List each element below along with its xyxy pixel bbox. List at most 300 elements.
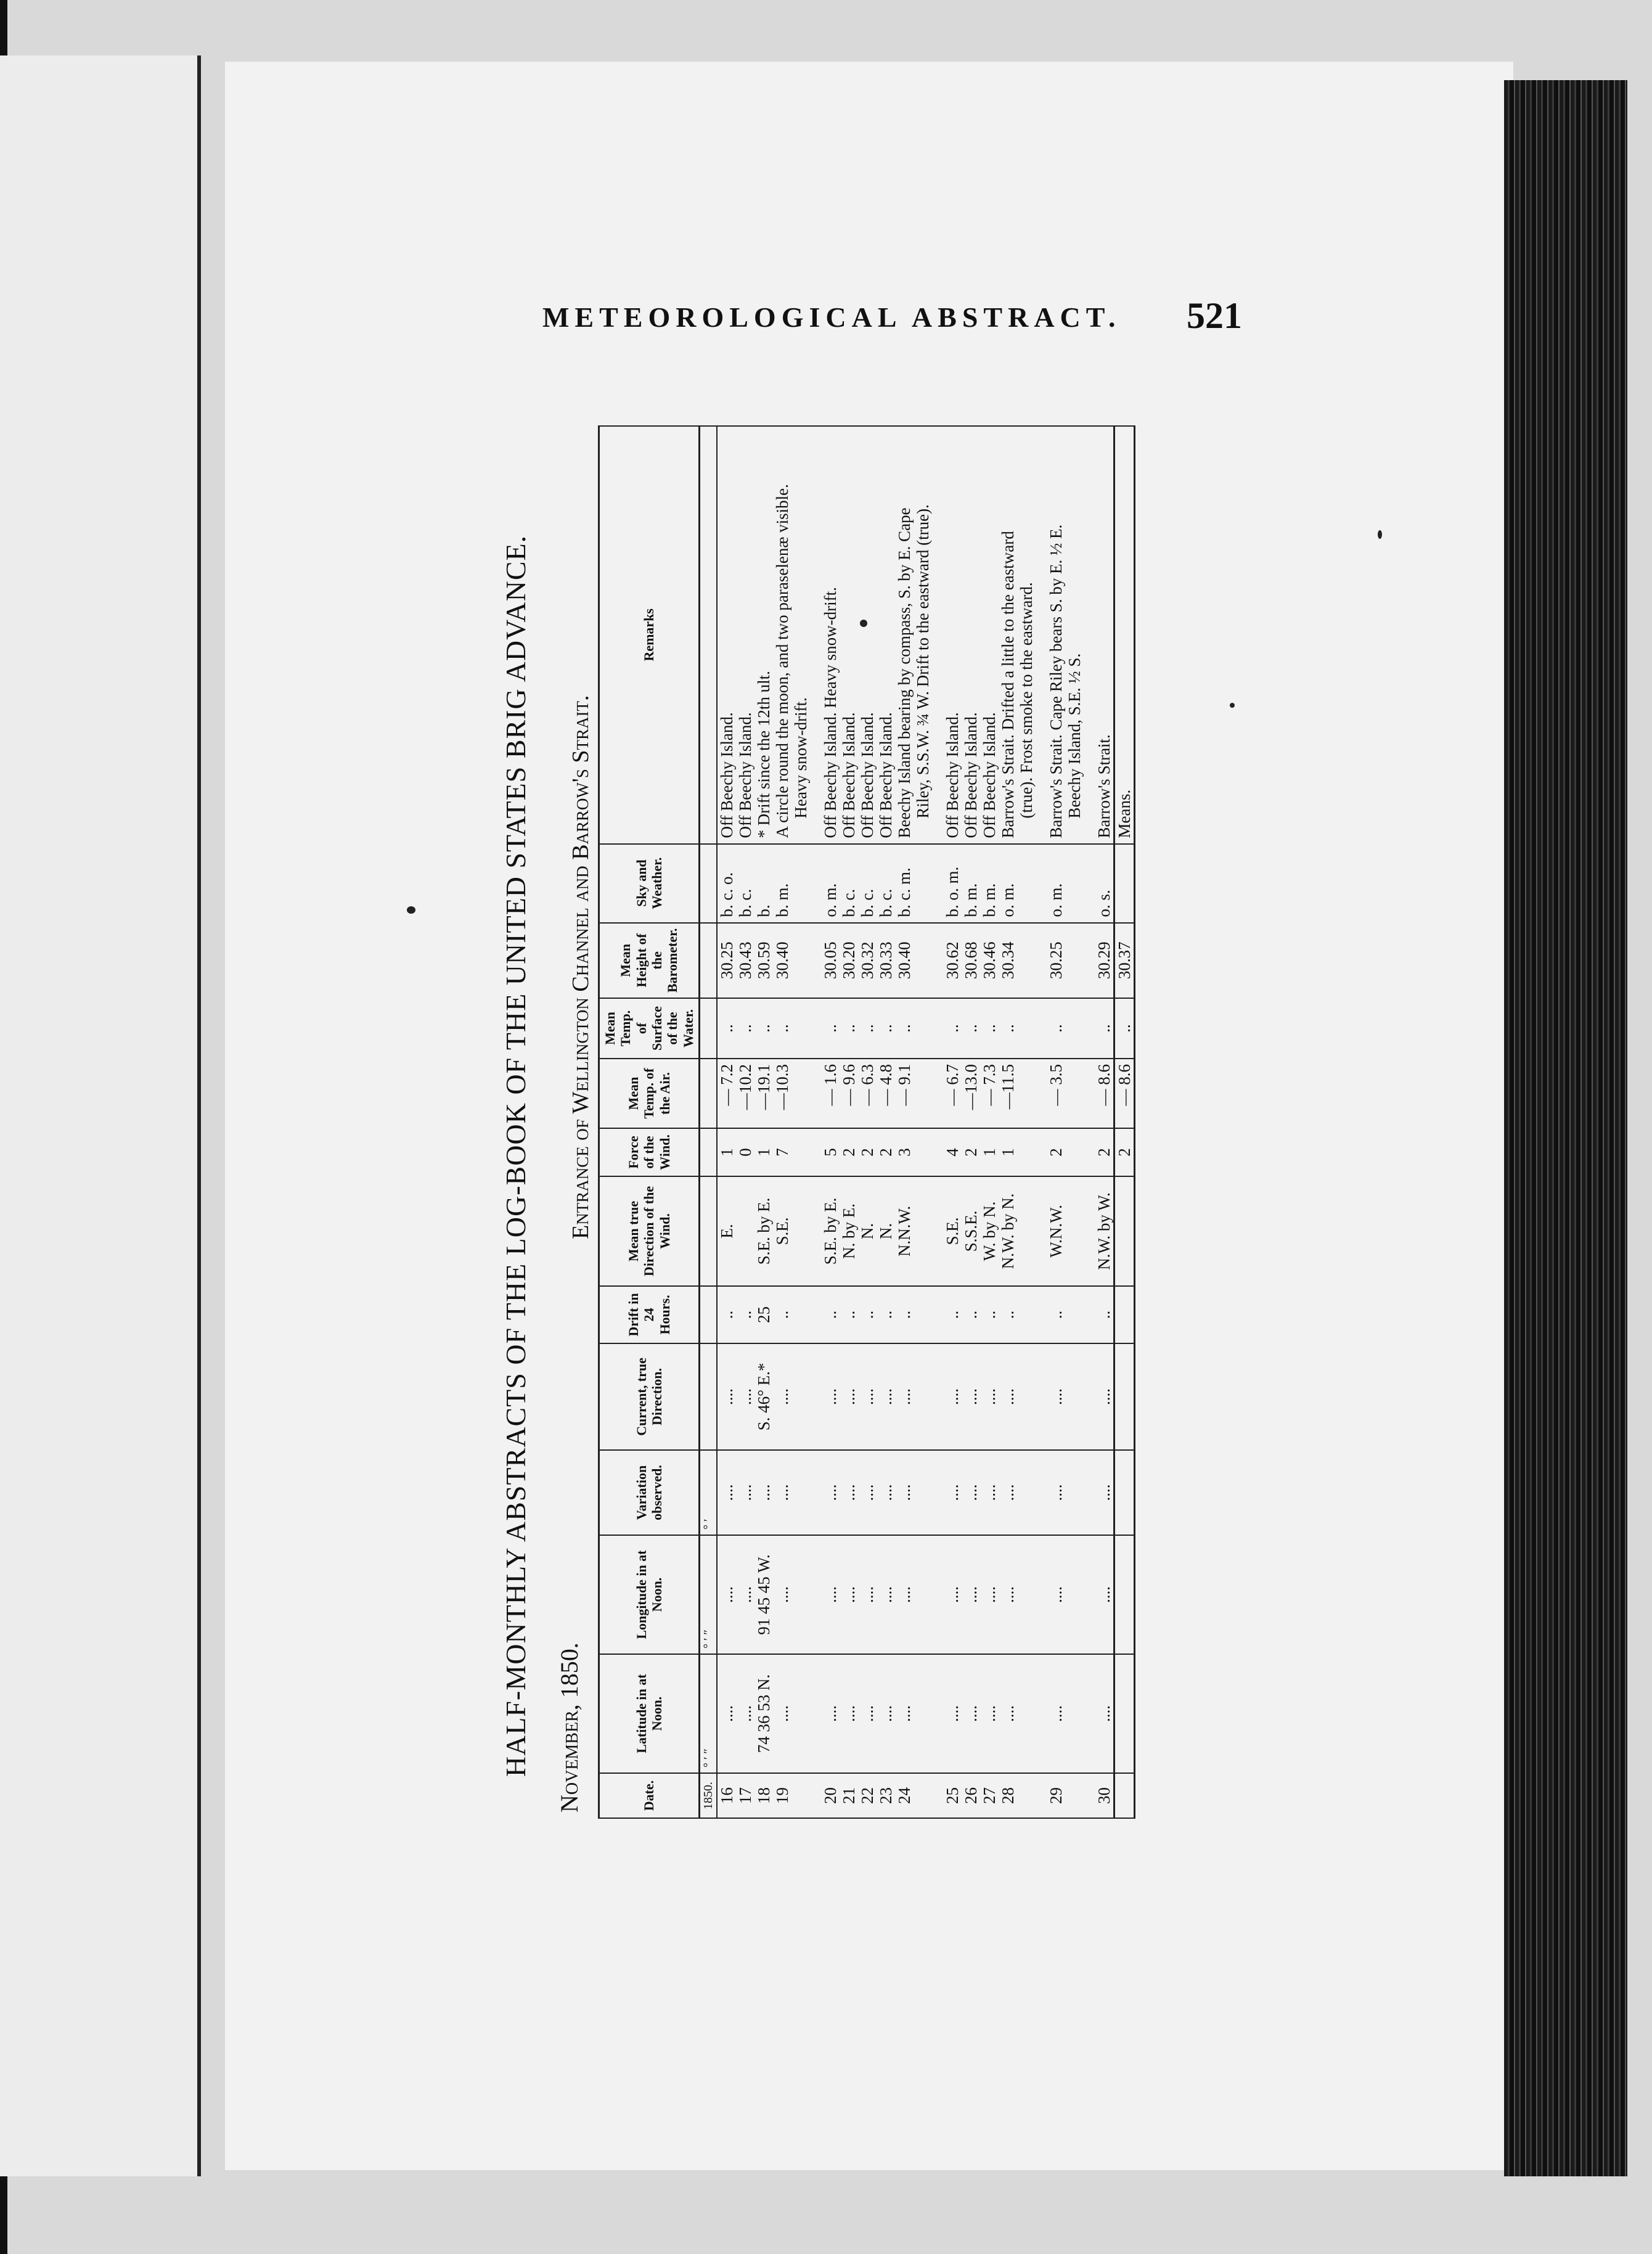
cell-water-temp: .. [717,998,736,1059]
col-drift: Drift in 24 Hours. [599,1286,700,1343]
cell-drift [914,1286,932,1343]
cell-remarks: Off Beechy Island. [877,426,895,844]
cell-sky [791,844,810,923]
cell-force: 3 [895,1128,914,1176]
cell-current: .... [1047,1343,1065,1450]
table-row [962,426,980,1818]
cell-longitude: .... [821,1535,840,1654]
cell-wind-direction [791,1176,810,1286]
cell-sky: b. c. o. [717,844,736,923]
cell-remarks: Off Beechy Island. [736,426,754,844]
cell-force [914,1128,932,1176]
cell-sky: b. o. m. [943,844,962,923]
cell-barometer: 30.68 [962,923,980,998]
cell-longitude: .... [773,1535,791,1654]
header-row [599,426,700,1818]
cell-current: .... [999,1343,1017,1450]
cell-remarks: Riley, S.S.W. ¾ W. Drift to the eastward (true). [914,426,932,844]
cell-variation: .... [877,1450,895,1535]
cell-longitude: .... [736,1535,754,1654]
row-spacer [1036,426,1047,1818]
cell-sky: b. c. [840,844,858,923]
cell-latitude: .... [980,1654,999,1773]
cell-longitude: .... [717,1535,736,1654]
cell-current: .... [773,1343,791,1450]
cell-barometer: 30.05 [821,923,840,998]
cell-sky: b. [754,844,773,923]
cell-sky: b. c. [877,844,895,923]
cell-barometer: 30.43 [736,923,754,998]
cell-barometer: 30.32 [858,923,877,998]
cell-drift [791,1286,810,1343]
cell-remarks: Barrow's Strait. [1095,426,1114,844]
col-air-temp: Mean Temp. of the Air. [599,1059,700,1128]
cell-wind-direction: N. [877,1176,895,1286]
cell-force: 1 [717,1128,736,1176]
table-row [840,426,858,1818]
cell-force: 5 [821,1128,840,1176]
cell-drift: .. [840,1286,858,1343]
cell-date: 22 [858,1773,877,1818]
cell-longitude: .... [999,1535,1017,1654]
cell-latitude: .... [840,1654,858,1773]
cell-drift: .. [821,1286,840,1343]
cell-drift: .. [895,1286,914,1343]
table-row [736,426,754,1818]
cell-water-temp: .. [858,998,877,1059]
cell-current: .... [895,1343,914,1450]
cell-current: .... [821,1343,840,1450]
table-row [791,426,810,1818]
cell-current: .... [717,1343,736,1450]
cell-drift: .. [962,1286,980,1343]
cell-current [914,1343,932,1450]
cell-variation: .... [736,1450,754,1535]
cell-latitude [1017,1654,1036,1773]
cell-remarks: Beechy Island bearing by compass, S. by E. Cape [895,426,914,844]
cell-water-temp: .. [1095,998,1114,1059]
cell-force: 1 [980,1128,999,1176]
cell-sky [914,844,932,923]
cell-wind-direction [736,1176,754,1286]
cell-force: 2 [962,1128,980,1176]
log-table [598,425,1135,1819]
cell-barometer [1065,923,1084,998]
cell-water-temp: .. [736,998,754,1059]
table-month: November, 1850. [555,1642,583,1813]
cell-sky: o. m. [821,844,840,923]
cell-longitude: 91 45 45 W. [754,1535,773,1654]
cell-longitude: .... [943,1535,962,1654]
unit-year: 1850. [700,1773,718,1818]
cell-remarks: Barrow's Strait. Drifted a little to the eastward [999,426,1017,844]
col-variation: Variation observed. [599,1450,700,1535]
cell-date: 18 [754,1773,773,1818]
cell-sky: o. m. [1047,844,1065,923]
cell-wind-direction: N. [858,1176,877,1286]
cell-latitude: .... [773,1654,791,1773]
unit-longitude: ° ′ ″ [700,1535,718,1654]
cell-water-temp: .. [840,998,858,1059]
table-row [895,426,914,1818]
cell-sky [1065,844,1084,923]
cell-date [914,1773,932,1818]
cell-latitude: .... [717,1654,736,1773]
table-row [717,426,736,1818]
cell-air-temp: — 7.3 [980,1059,999,1128]
cell-current: S. 46° E.* [754,1343,773,1450]
cell-current [1065,1343,1084,1450]
cell-remarks: Off Beechy Island. [858,426,877,844]
cell-latitude: .... [821,1654,840,1773]
cell-drift: .. [858,1286,877,1343]
cell-air-temp: —10.3 [773,1059,791,1128]
cell-current: .... [877,1343,895,1450]
table-row [858,426,877,1818]
cell-wind-direction: E. [717,1176,736,1286]
cell-wind-direction [914,1176,932,1286]
cell-wind-direction: N.W. by N. [999,1176,1017,1286]
cell-air-temp: —10.2 [736,1059,754,1128]
cell-water-temp: .. [895,998,914,1059]
cell-longitude: .... [840,1535,858,1654]
cell-air-temp [1065,1059,1084,1128]
table-row [754,426,773,1818]
cell-latitude: .... [962,1654,980,1773]
cell-latitude: .... [877,1654,895,1773]
cell-drift: .. [736,1286,754,1343]
cell-remarks: Off Beechy Island. [840,426,858,844]
cell-drift: .. [980,1286,999,1343]
cell-variation [791,1450,810,1535]
cell-current: .... [980,1343,999,1450]
cell-wind-direction: N.W. by W. [1095,1176,1114,1286]
cell-remarks: Beechy Island, S.E. ½ S. [1065,426,1084,844]
cell-water-temp: .. [962,998,980,1059]
running-header-title: METEOROLOGICAL ABSTRACT. [542,301,1121,333]
cell-latitude: .... [943,1654,962,1773]
cell-water-temp [1065,998,1084,1059]
cell-latitude [791,1654,810,1773]
cell-air-temp: — 9.6 [840,1059,858,1128]
cell-variation: .... [962,1450,980,1535]
cell-date: 27 [980,1773,999,1818]
table-subtitle: Entrance of Wellington Channel and Barrow's Strait. [568,695,594,1239]
cell-sky: b. m. [962,844,980,923]
cell-force: 2 [858,1128,877,1176]
cell-longitude: .... [858,1535,877,1654]
cell-air-temp: — 6.3 [858,1059,877,1128]
cell-drift: .. [717,1286,736,1343]
means-label: Means. [1114,426,1135,844]
cell-water-temp: .. [1047,998,1065,1059]
unit-latitude: ° ′ ″ [700,1654,718,1773]
table-row [1065,426,1084,1818]
col-latitude: Latitude in at Noon. [599,1654,700,1773]
cell-longitude: .... [877,1535,895,1654]
cell-air-temp: — 9.1 [895,1059,914,1128]
col-date: Date. [599,1773,700,1818]
cell-remarks: Off Beechy Island. [980,426,999,844]
cell-force: 7 [773,1128,791,1176]
cell-remarks: * Drift since the 12th ult. [754,426,773,844]
cell-air-temp [914,1059,932,1128]
ink-spot [1378,530,1382,539]
cell-barometer [791,923,810,998]
cell-air-temp: — 8.6 [1095,1059,1114,1128]
cell-variation: .... [895,1450,914,1535]
cell-wind-direction: S.E. [943,1176,962,1286]
units-row [700,426,718,1818]
cell-wind-direction: S.S.E. [962,1176,980,1286]
cell-date: 19 [773,1773,791,1818]
cell-wind-direction: S.E. by E. [821,1176,840,1286]
cell-water-temp: .. [754,998,773,1059]
cell-wind-direction [1065,1176,1084,1286]
ink-spot [407,906,415,914]
cell-current: .... [840,1343,858,1450]
cell-sky [1017,844,1036,923]
cell-barometer: 30.40 [895,923,914,998]
cell-current: .... [962,1343,980,1450]
cell-sky: o. m. [999,844,1017,923]
cell-drift: .. [1047,1286,1065,1343]
ink-spot [1230,703,1235,708]
cell-drift: .. [877,1286,895,1343]
cell-force: 2 [840,1128,858,1176]
table-row [943,426,962,1818]
cell-latitude: .... [1095,1654,1114,1773]
col-barometer: Mean Height of the Barometer. [599,923,700,998]
cell-water-temp [791,998,810,1059]
cell-remarks: Off Beechy Island. [962,426,980,844]
cell-longitude: .... [1047,1535,1065,1654]
cell-barometer [1017,923,1036,998]
cell-longitude: .... [980,1535,999,1654]
cell-barometer: 30.40 [773,923,791,998]
cell-wind-direction: N. by E. [840,1176,858,1286]
table-row [1017,426,1036,1818]
cell-air-temp: —13.0 [962,1059,980,1128]
cell-date: 30 [1095,1773,1114,1818]
cell-drift [1065,1286,1084,1343]
cell-air-temp: — 6.7 [943,1059,962,1128]
cell-variation: .... [1047,1450,1065,1535]
cell-drift: .. [773,1286,791,1343]
cell-latitude: .... [858,1654,877,1773]
cell-variation: .... [943,1450,962,1535]
cell-force: 2 [1047,1128,1065,1176]
cell-water-temp: .. [821,998,840,1059]
cell-current: .... [943,1343,962,1450]
cell-barometer: 30.29 [1095,923,1114,998]
cell-latitude [1065,1654,1084,1773]
means-barometer: 30.37 [1114,923,1135,998]
cell-force: 0 [736,1128,754,1176]
cell-date: 21 [840,1773,858,1818]
cell-sky: b. m. [773,844,791,923]
table-row [877,426,895,1818]
book-spine-edge [1504,80,1627,2176]
cell-air-temp: — 1.6 [821,1059,840,1128]
cell-latitude: 74 36 53 N. [754,1654,773,1773]
cell-barometer: 30.46 [980,923,999,998]
cell-force: 2 [877,1128,895,1176]
table-row [1047,426,1065,1818]
cell-water-temp [1017,998,1036,1059]
cell-longitude [1065,1535,1084,1654]
col-water-temp: Mean Temp. of Surface of the Water. [599,998,700,1059]
cell-longitude: .... [1095,1535,1114,1654]
table-row [821,426,840,1818]
cell-remarks: Off Beechy Island. Heavy snow-drift. [821,426,840,844]
col-force: Force of the Wind. [599,1128,700,1176]
cell-barometer: 30.25 [717,923,736,998]
cell-wind-direction: W. by N. [980,1176,999,1286]
cell-latitude: .... [736,1654,754,1773]
cell-remarks: (true). Frost smoke to the eastward. [1017,426,1036,844]
cell-barometer: 30.34 [999,923,1017,998]
cell-date: 25 [943,1773,962,1818]
cell-water-temp: .. [877,998,895,1059]
cell-sky: b. c. [858,844,877,923]
col-longitude: Longitude in at Noon. [599,1535,700,1654]
cell-variation: .... [858,1450,877,1535]
cell-longitude [1017,1535,1036,1654]
cell-force: 1 [999,1128,1017,1176]
cell-remarks: Barrow's Strait. Cape Riley bears S. by E. ½ E. [1047,426,1065,844]
cell-water-temp: .. [943,998,962,1059]
cell-air-temp: — 7.2 [717,1059,736,1128]
cell-sky: b. c. m. [895,844,914,923]
cell-wind-direction: S.E. [773,1176,791,1286]
cell-date [791,1773,810,1818]
row-spacer [1084,426,1095,1818]
cell-force [1065,1128,1084,1176]
cell-air-temp: —19.1 [754,1059,773,1128]
unit-variation: ° ′ [700,1450,718,1535]
cell-water-temp: .. [999,998,1017,1059]
cell-wind-direction: W.N.W. [1047,1176,1065,1286]
cell-latitude [914,1654,932,1773]
cell-sky: o. s. [1095,844,1114,923]
cell-variation [914,1450,932,1535]
cell-longitude [791,1535,810,1654]
cell-remarks: Off Beechy Island. [717,426,736,844]
cell-drift: .. [943,1286,962,1343]
col-remarks: Remarks [599,426,700,844]
cell-water-temp: .. [980,998,999,1059]
cell-barometer: 30.62 [943,923,962,998]
cell-air-temp: — 3.5 [1047,1059,1065,1128]
table-row [980,426,999,1818]
cell-variation [1017,1450,1036,1535]
cell-force [1017,1128,1036,1176]
cell-air-temp: —11.5 [999,1059,1017,1128]
cell-water-temp [914,998,932,1059]
col-current: Current, true Direction. [599,1343,700,1450]
cell-date [1017,1773,1036,1818]
means-force: 2 [1114,1128,1135,1176]
cell-wind-direction [1017,1176,1036,1286]
cell-variation: .... [1095,1450,1114,1535]
cell-date: 23 [877,1773,895,1818]
cell-latitude: .... [895,1654,914,1773]
cell-date: 20 [821,1773,840,1818]
table-row [1095,426,1114,1818]
cell-barometer: 30.59 [754,923,773,998]
cell-remarks: Heavy snow-drift. [791,426,810,844]
cell-variation: .... [821,1450,840,1535]
cell-remarks: Off Beechy Island. [943,426,962,844]
cell-force: 2 [1095,1128,1114,1176]
cell-current [791,1343,810,1450]
cell-force: 1 [754,1128,773,1176]
cell-force: 4 [943,1128,962,1176]
cell-drift: .. [999,1286,1017,1343]
table-row [773,426,791,1818]
cell-date: 29 [1047,1773,1065,1818]
cell-barometer: 30.33 [877,923,895,998]
cell-wind-direction: S.E. by E. [754,1176,773,1286]
cell-latitude: .... [1047,1654,1065,1773]
cell-water-temp: .. [773,998,791,1059]
cell-variation: .... [773,1450,791,1535]
cell-force [791,1128,810,1176]
cell-longitude: .... [962,1535,980,1654]
cell-current: .... [858,1343,877,1450]
cell-variation [1065,1450,1084,1535]
cell-drift: 25 [754,1286,773,1343]
cell-sky: b. c. [736,844,754,923]
cell-latitude: .... [999,1654,1017,1773]
cell-current: .... [1095,1343,1114,1450]
col-sky: Sky and Weather. [599,844,700,923]
table-title: HALF-MONTHLY ABSTRACTS OF THE LOG-BOOK OF THE UNITED STATES BRIG ADVANCE. [500,535,531,1777]
cell-air-temp [1017,1059,1036,1128]
table-row [999,426,1017,1818]
cell-wind-direction: N.N.W. [895,1176,914,1286]
facing-page [0,55,201,2176]
cell-sky: b. m. [980,844,999,923]
cell-variation: .... [840,1450,858,1535]
cell-date [1065,1773,1084,1818]
cell-current [1017,1343,1036,1450]
cell-date: 28 [999,1773,1017,1818]
cell-remarks: A circle round the moon, and two paraselenæ visible. [773,426,791,844]
cell-barometer [914,923,932,998]
table-row [914,426,932,1818]
cell-date: 26 [962,1773,980,1818]
cell-date: 16 [717,1773,736,1818]
cell-variation: .... [717,1450,736,1535]
row-spacer [932,426,943,1818]
cell-variation: .... [980,1450,999,1535]
means-row [1114,426,1135,1818]
cell-barometer: 30.20 [840,923,858,998]
row-spacer [810,426,821,1818]
rotated-table-block [493,395,1134,1917]
means-air-temp: — 8.6 [1114,1059,1135,1128]
cell-longitude [914,1535,932,1654]
cell-longitude: .... [895,1535,914,1654]
cell-date: 24 [895,1773,914,1818]
cell-barometer: 30.25 [1047,923,1065,998]
cell-air-temp: — 4.8 [877,1059,895,1128]
cell-variation: .... [754,1450,773,1535]
cell-air-temp [791,1059,810,1128]
page-number: 521 [1187,295,1242,336]
